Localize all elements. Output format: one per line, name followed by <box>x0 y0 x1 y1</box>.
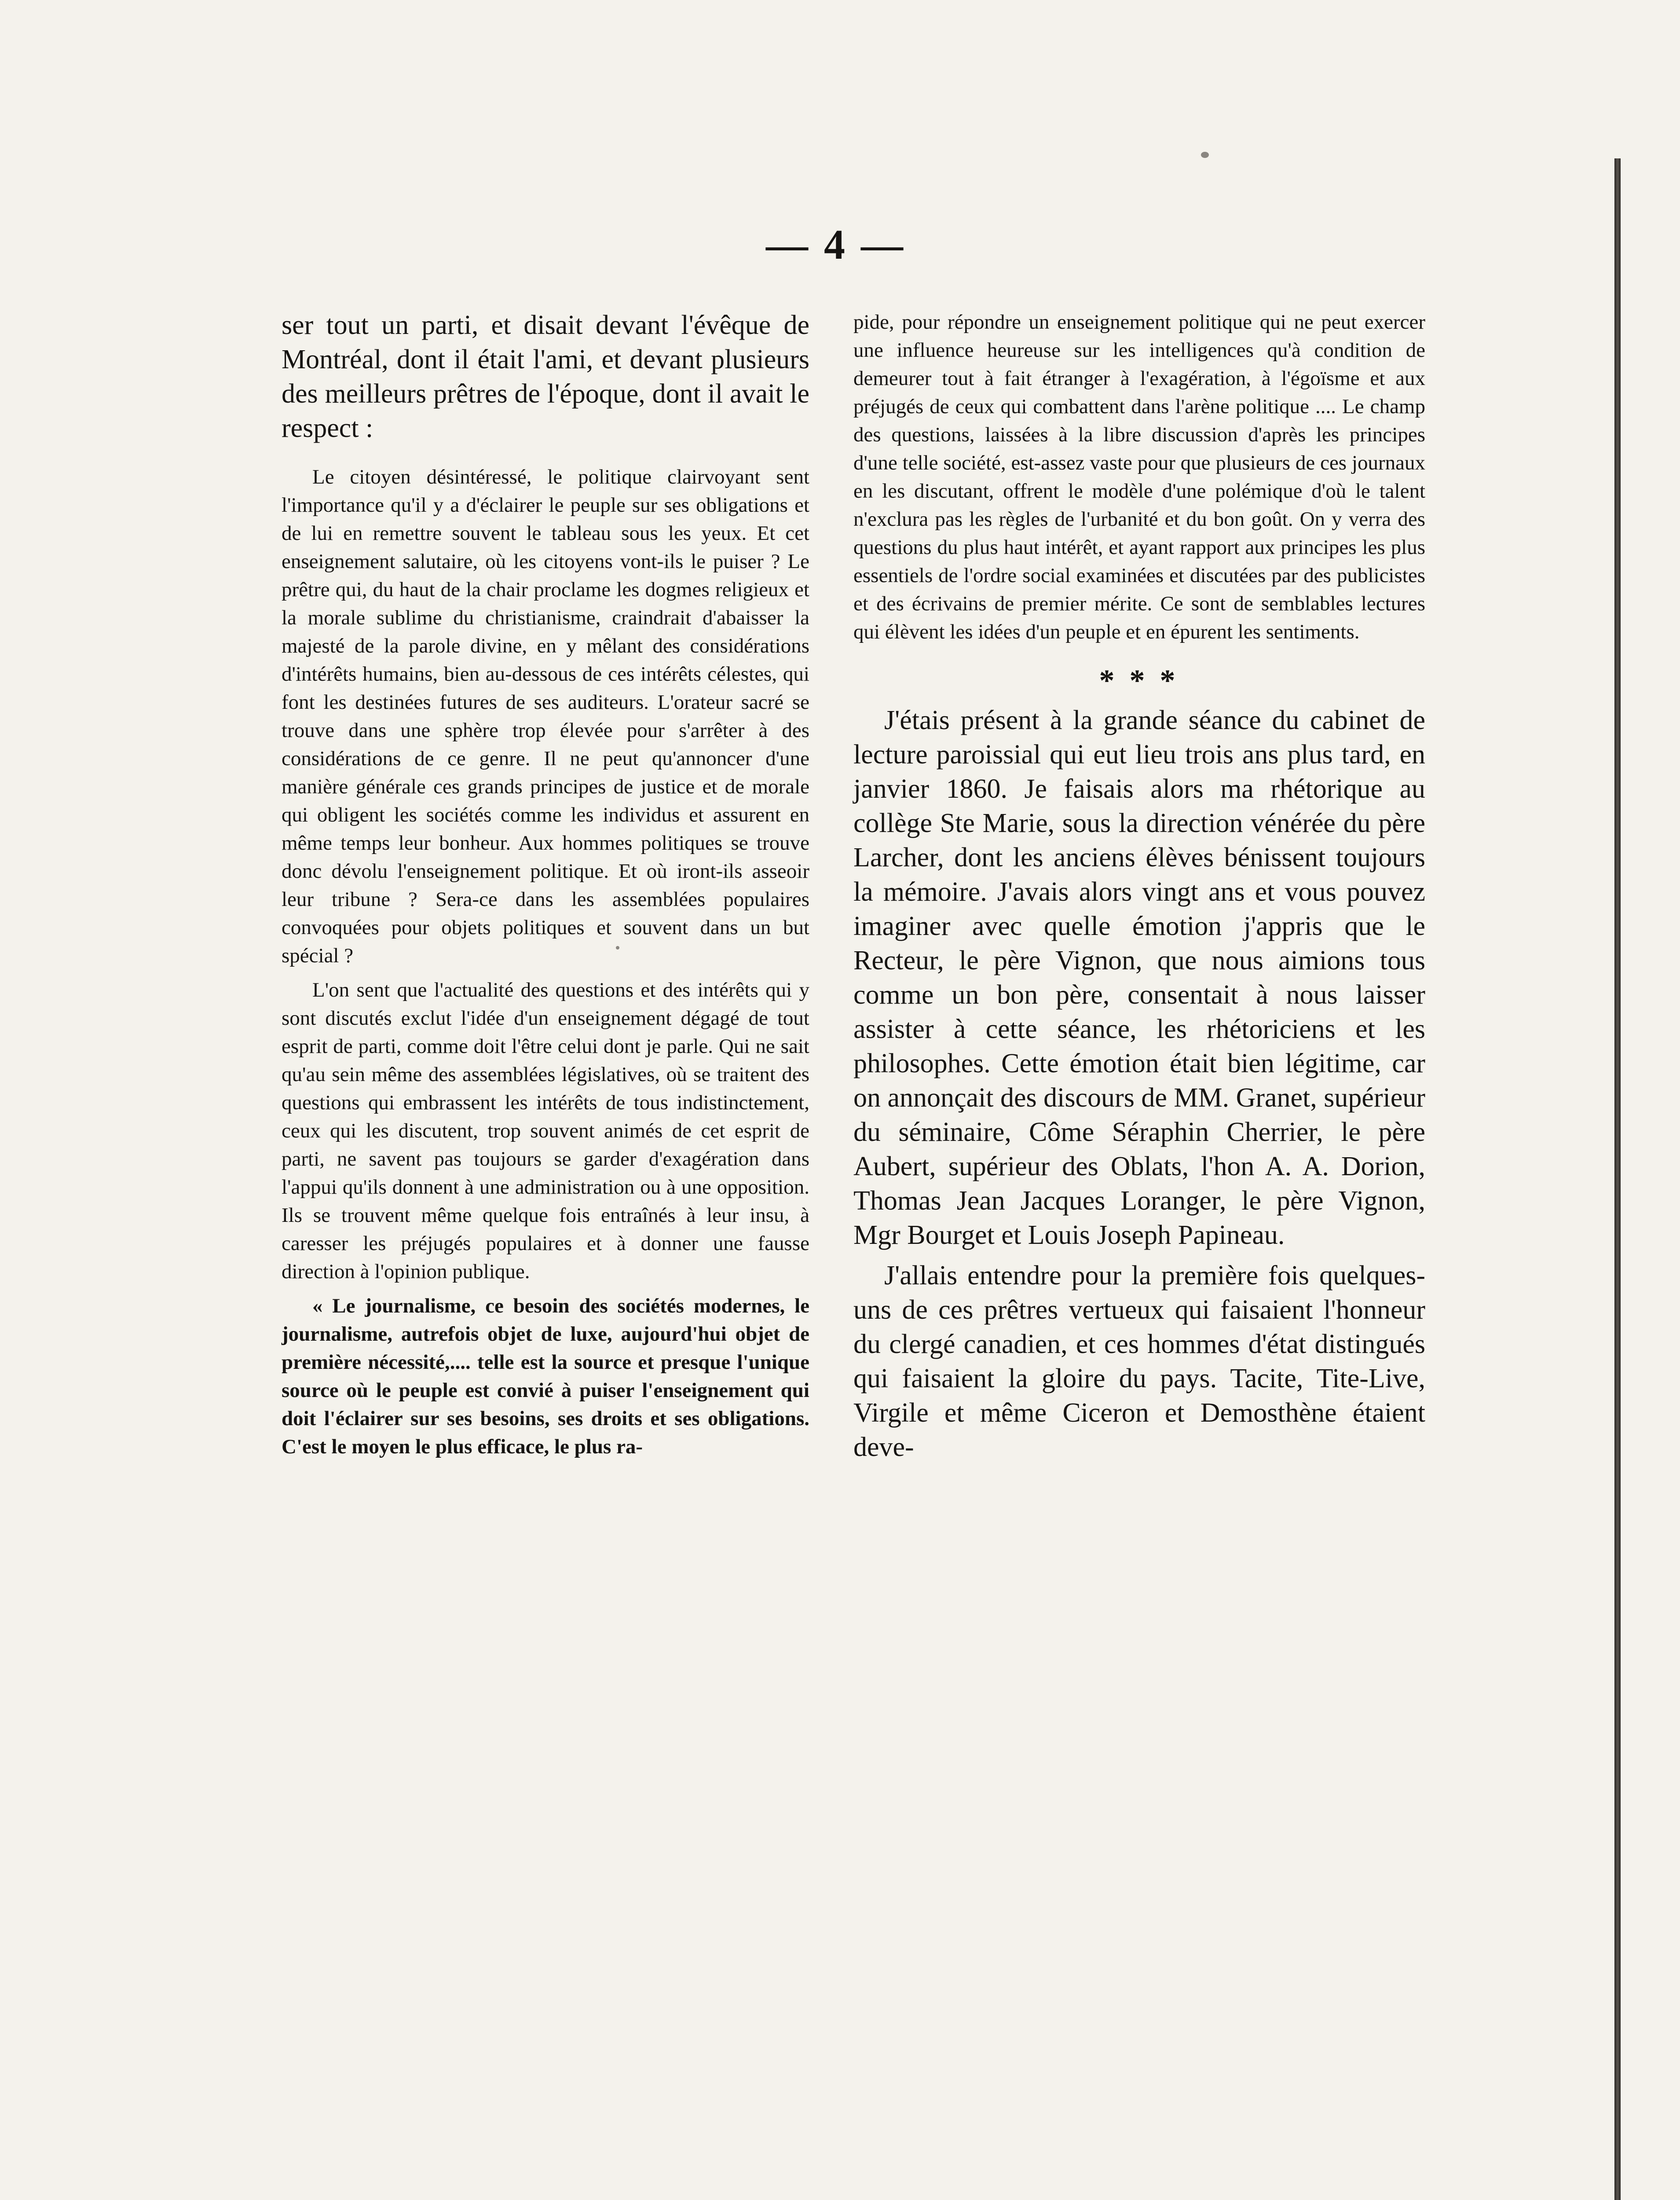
left-column <box>282 308 809 1461</box>
body-paragraph: J'étais présent à la grande séance du cabinet de lecture paroissial qui eut lieu trois ans plus tard, en janvier 1860. Je faisais alors ma rhétorique au collège Ste Marie, sous la direction vénérée du père Larcher, dont les anciens élèves bénissent toujours la mémoire. J'avais alors vingt ans et vous pouvez imaginer avec quelle émotion j'appris que le Recteur, le père Vignon, que nous aimions tous comme un bon père, consentait à nous laisser assister à cette séance, les rhétoriciens et les philosophes. Cette émotion était bien légitime, car on annonçait des discours de MM. Granet, supérieur du séminaire, Côme Séraphin Cherrier, le père Aubert, supérieur des Oblats, l'hon A. A. Dorion, Thomas Jean Jacques Loranger, le père Vignon, Mgr Bourget et Louis Joseph Papineau. <box>853 705 1425 1250</box>
journalism-quote-continued: pide, pour répondre un enseignement politique qui ne peut exercer une influence heureuse sur les intelligences qu'à condition de demeurer tout à fait étranger à l'exagération, à l'égoïsme et aux préjugés de ceux qui combattent dans l'arène politique .... Le champ des questions, laissées à la libre discussion d'après les principes d'une telle société, est-assez vaste pour que plusieurs de ces journaux en les discutant, offrent le modèle d'une polémique d'où le talent n'exclura pas les règles de l'urbanité et du bon goût. On y verra des questions du plus haut intérêt, et ayant rapport aux principes les plus essentiels de l'ordre social examinées et discutées par des publicistes et des écrivains de premier mérite. Ce sont de semblables lectures qui élèvent les idées d'un peuple et en épurent les sentiments. <box>853 311 1425 643</box>
right-column <box>853 308 1425 1464</box>
body-paragraph: J'allais entendre pour la première fois quelques-uns de ces prêtres vertueux qui faisaient l'honneur du clergé canadien, et ces hommes d'état distingués qui faisaient la gloire du pays. Tacite, Tite-Live, Virgile et même Ciceron et Demosthène étaient deve- <box>853 1261 1425 1462</box>
page-number: — 4 — <box>766 221 906 268</box>
quoted-paragraph: L'on sent que l'actualité des questions et des intérêts qui y sont discutés exclut l'idée d'un enseignement dégagé de tout esprit de parti, comme doit l'être celui dont je parle. Qui ne sait qu'au sein même des assemblées législatives, où se traitent des questions qui embrassent les intérêts de tous indistinctement, ceux qui les discutent, trop souvent animés de cet esprit de parti, ne savent pas toujours se garder d'exagération dans l'appui qu'ils donnent à une administration ou à une opposition. Ils se trouvent même quelque fois entraînés à leur insu, à caresser les préjugés populaires et à donner une fausse direction à l'opinion publique. <box>282 979 809 1283</box>
quoted-paragraph: Le citoyen désintéressé, le politique clairvoyant sent l'importance qu'il y a d'éclairer le peuple sur ses obligations et de lui en remettre souvent le tableau sous les yeux. Et cet enseignement salutaire, où les citoyens vont-ils le puiser ? Le prêtre qui, du haut de la chair proclame les dogmes religieux et la morale sublime du christianisme, craindrait d'abaisser la majesté de la parole divine, en y mêlant des considérations d'intérêts humains, bien au-dessous de ces intérêts célestes, qui font les destinées futures de ses auditeurs. L'orateur sacré se trouve dans une sphère trop élevée pour s'arrêter à des considérations de ce genre. Il ne peut qu'annoncer d'une manière générale ces grands principes de justice et de morale qui obligent les sociétés comme les individus et assurent en même temps leur bonheur. Aux hommes politiques se trouve donc dévolu l'enseignement politique. Et où iront-ils asseoir leur tribune ? Sera-ce dans les assemblées populaires convoquées pour objets politiques et souvent dans un but spécial ? <box>282 466 809 967</box>
section-separator: * * * <box>1099 664 1180 698</box>
scan-speck <box>1201 152 1209 158</box>
intro-paragraph: ser tout un parti, et disait devant l'évêque de Montréal, dont il était l'ami, et devant plusieurs des meilleurs prêtres de l'époque, dont il avait le respect : <box>282 310 809 443</box>
page-binding-edge <box>1614 158 1621 2200</box>
journalism-quote: « Le journalisme, ce besoin des sociétés modernes, le journalisme, autrefois objet de luxe, aujourd'hui objet de première nécessité,.... telle est la source et presque l'unique source où le peuple est convié à puiser l'enseignement qui doit l'éclairer sur ses besoins, ses droits et ses obligations. C'est le moyen le plus efficace, le plus ra- <box>282 1294 809 1458</box>
